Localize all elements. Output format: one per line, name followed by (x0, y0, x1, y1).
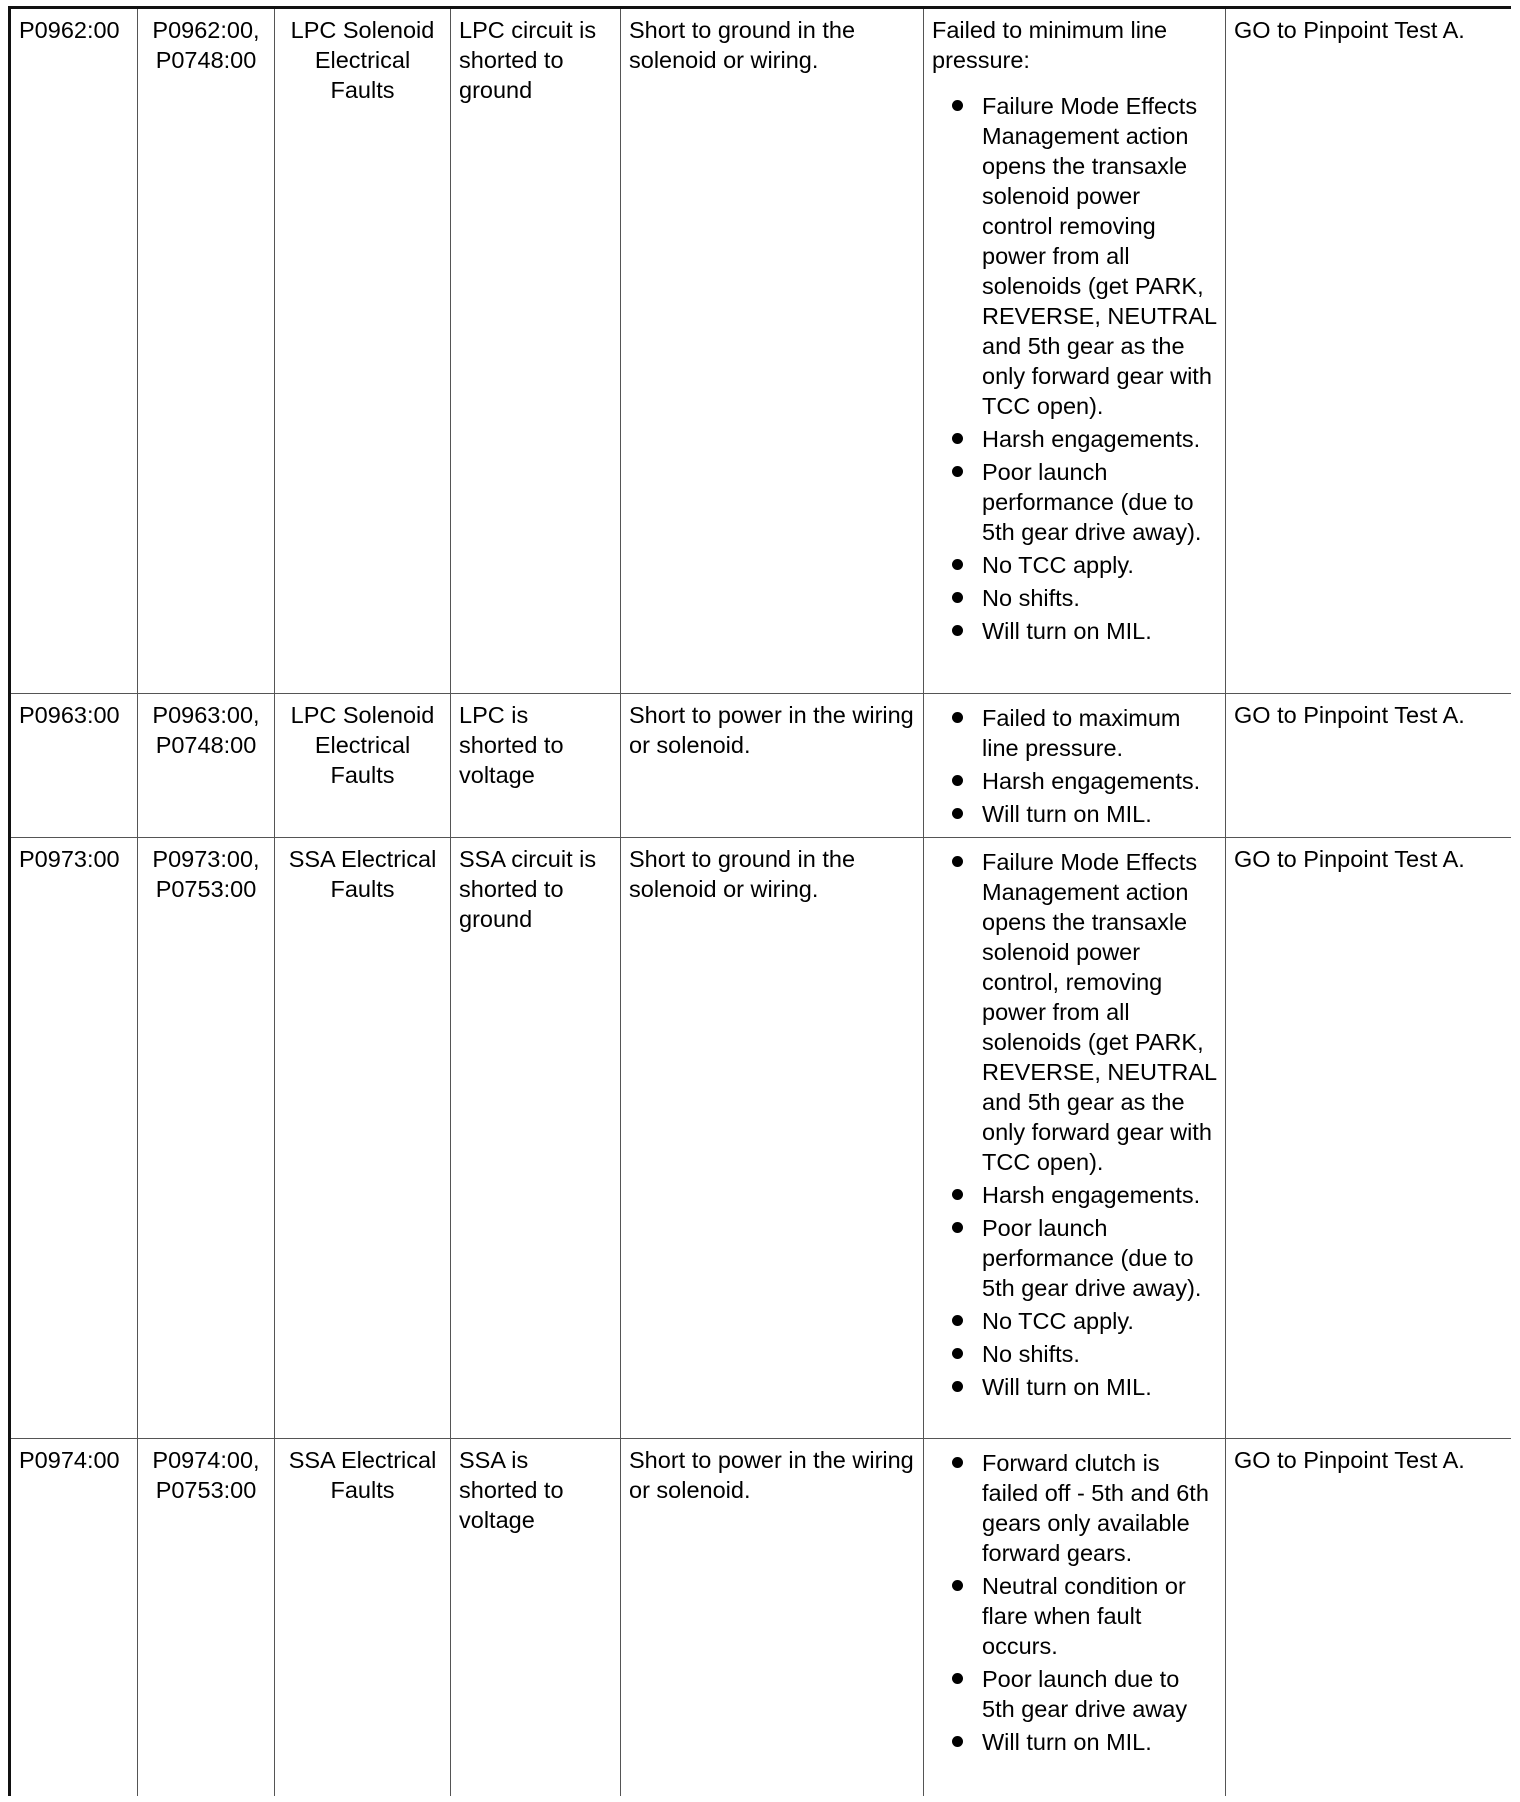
list-item (932, 799, 1217, 829)
list-item-text: Will turn on MIL. (982, 1374, 1152, 1400)
list-item (932, 1448, 1217, 1568)
related-codes (138, 838, 275, 1439)
related-codes (138, 8, 275, 694)
list-item (932, 766, 1217, 796)
component: SSA Electrical Faults (275, 838, 451, 1439)
bullet-icon (952, 1736, 963, 1747)
list-item-text: Failed to maximum line pressure. (982, 705, 1181, 761)
list-item-text: Harsh engagements. (982, 426, 1201, 452)
description: LPC is shorted to voltage (451, 694, 621, 838)
bullet-icon (952, 625, 963, 636)
table-row (10, 838, 1512, 1439)
related-code: P0962:00, (152, 17, 260, 43)
list-item (932, 1571, 1217, 1661)
list-item-text: Poor launch due to 5th gear drive away (982, 1666, 1188, 1722)
symptoms (924, 1439, 1226, 1797)
related-code: P0974:00, (152, 1447, 260, 1473)
table-row (10, 694, 1512, 838)
table-row (10, 8, 1512, 694)
bullet-icon (952, 592, 963, 603)
list-item (932, 457, 1217, 547)
bullet-icon (952, 856, 963, 867)
action: GO to Pinpoint Test A. (1226, 694, 1512, 838)
related-code: P0753:00 (155, 876, 257, 902)
related-codes (138, 1439, 275, 1797)
list-item-text: Harsh engagements. (982, 768, 1201, 794)
list-item (932, 703, 1217, 763)
symptoms (924, 838, 1226, 1439)
list-item-text: Will turn on MIL. (982, 1729, 1152, 1755)
list-item-text: No TCC apply. (982, 552, 1134, 578)
symptoms (924, 8, 1226, 694)
bullet-icon (952, 712, 963, 723)
symptom-list (932, 1448, 1217, 1757)
list-item-text: No shifts. (982, 585, 1080, 611)
list-item-text: Will turn on MIL. (982, 618, 1152, 644)
list-item-text: Forward clutch is failed off - 5th and 6th gears only available forward gears. (982, 1450, 1209, 1566)
related-codes (138, 694, 275, 838)
list-item (932, 583, 1217, 613)
list-item-text: Failure Mode Effects Management action opens the transaxle solenoid power control, removing power from all solenoids (get PARK, REVERSE, NEUTRAL and 5th gear as the only forward gear with TCC open). (982, 849, 1217, 1175)
possible-cause: Short to ground in the solenoid or wiring. (621, 838, 924, 1439)
symptom-intro: Failed to minimum line pressure: (932, 17, 1168, 73)
list-item-text: Failure Mode Effects Management action opens the transaxle solenoid power control removing power from all solenoids (get PARK, REVERSE, NEUTRAL and 5th gear as the only forward gear with TCC open). (982, 93, 1217, 419)
related-code: P0748:00 (155, 732, 257, 758)
list-item (932, 1372, 1217, 1402)
bullet-icon (952, 433, 963, 444)
possible-cause: Short to power in the wiring or solenoid. (621, 1439, 924, 1797)
list-item-text: No shifts. (982, 1341, 1080, 1367)
bullet-icon (952, 100, 963, 111)
list-item-text: Harsh engagements. (982, 1182, 1201, 1208)
action: GO to Pinpoint Test A. (1226, 1439, 1512, 1797)
bullet-icon (952, 1381, 963, 1392)
bullet-icon (952, 466, 963, 477)
list-item (932, 1664, 1217, 1724)
list-item (932, 1180, 1217, 1210)
symptom-list (932, 91, 1217, 646)
description: SSA circuit is shorted to ground (451, 838, 621, 1439)
bullet-icon (952, 808, 963, 819)
list-item (932, 424, 1217, 454)
list-item (932, 1306, 1217, 1336)
dtc-code: P0973:00 (10, 838, 138, 1439)
symptoms (924, 694, 1226, 838)
list-item (932, 1213, 1217, 1303)
related-code: P0963:00, (152, 702, 260, 728)
table-row (10, 1439, 1512, 1797)
list-item-text: Neutral condition or flare when fault occurs. (982, 1573, 1186, 1659)
action: GO to Pinpoint Test A. (1226, 838, 1512, 1439)
bullet-icon (952, 1673, 963, 1684)
bullet-icon (952, 559, 963, 570)
dtc-code: P0963:00 (10, 694, 138, 838)
bullet-icon (952, 1348, 963, 1359)
bullet-icon (952, 1222, 963, 1233)
list-item (932, 550, 1217, 580)
list-item-text: Poor launch performance (due to 5th gear drive away). (982, 459, 1202, 545)
possible-cause: Short to power in the wiring or solenoid. (621, 694, 924, 838)
list-item-text: No TCC apply. (982, 1308, 1134, 1334)
symptom-list (932, 703, 1217, 829)
action: GO to Pinpoint Test A. (1226, 8, 1512, 694)
dtc-table-page (8, 6, 1511, 1796)
bullet-icon (952, 1580, 963, 1591)
list-item (932, 1339, 1217, 1369)
dtc-table (8, 6, 1511, 1796)
component: LPC Solenoid Electrical Faults (275, 8, 451, 694)
list-item (932, 91, 1217, 421)
dtc-code: P0974:00 (10, 1439, 138, 1797)
description: SSA is shorted to voltage (451, 1439, 621, 1797)
dtc-code: P0962:00 (10, 8, 138, 694)
list-item (932, 1727, 1217, 1757)
list-item (932, 616, 1217, 646)
possible-cause: Short to ground in the solenoid or wiring. (621, 8, 924, 694)
related-code: P0973:00, (152, 846, 260, 872)
list-item (932, 847, 1217, 1177)
bullet-icon (952, 775, 963, 786)
description: LPC circuit is shorted to ground (451, 8, 621, 694)
related-code: P0753:00 (155, 1477, 257, 1503)
bullet-icon (952, 1189, 963, 1200)
component: SSA Electrical Faults (275, 1439, 451, 1797)
list-item-text: Poor launch performance (due to 5th gear drive away). (982, 1215, 1202, 1301)
component: LPC Solenoid Electrical Faults (275, 694, 451, 838)
related-code: P0748:00 (155, 47, 257, 73)
symptom-list (932, 847, 1217, 1402)
list-item-text: Will turn on MIL. (982, 801, 1152, 827)
bullet-icon (952, 1457, 963, 1468)
bullet-icon (952, 1315, 963, 1326)
